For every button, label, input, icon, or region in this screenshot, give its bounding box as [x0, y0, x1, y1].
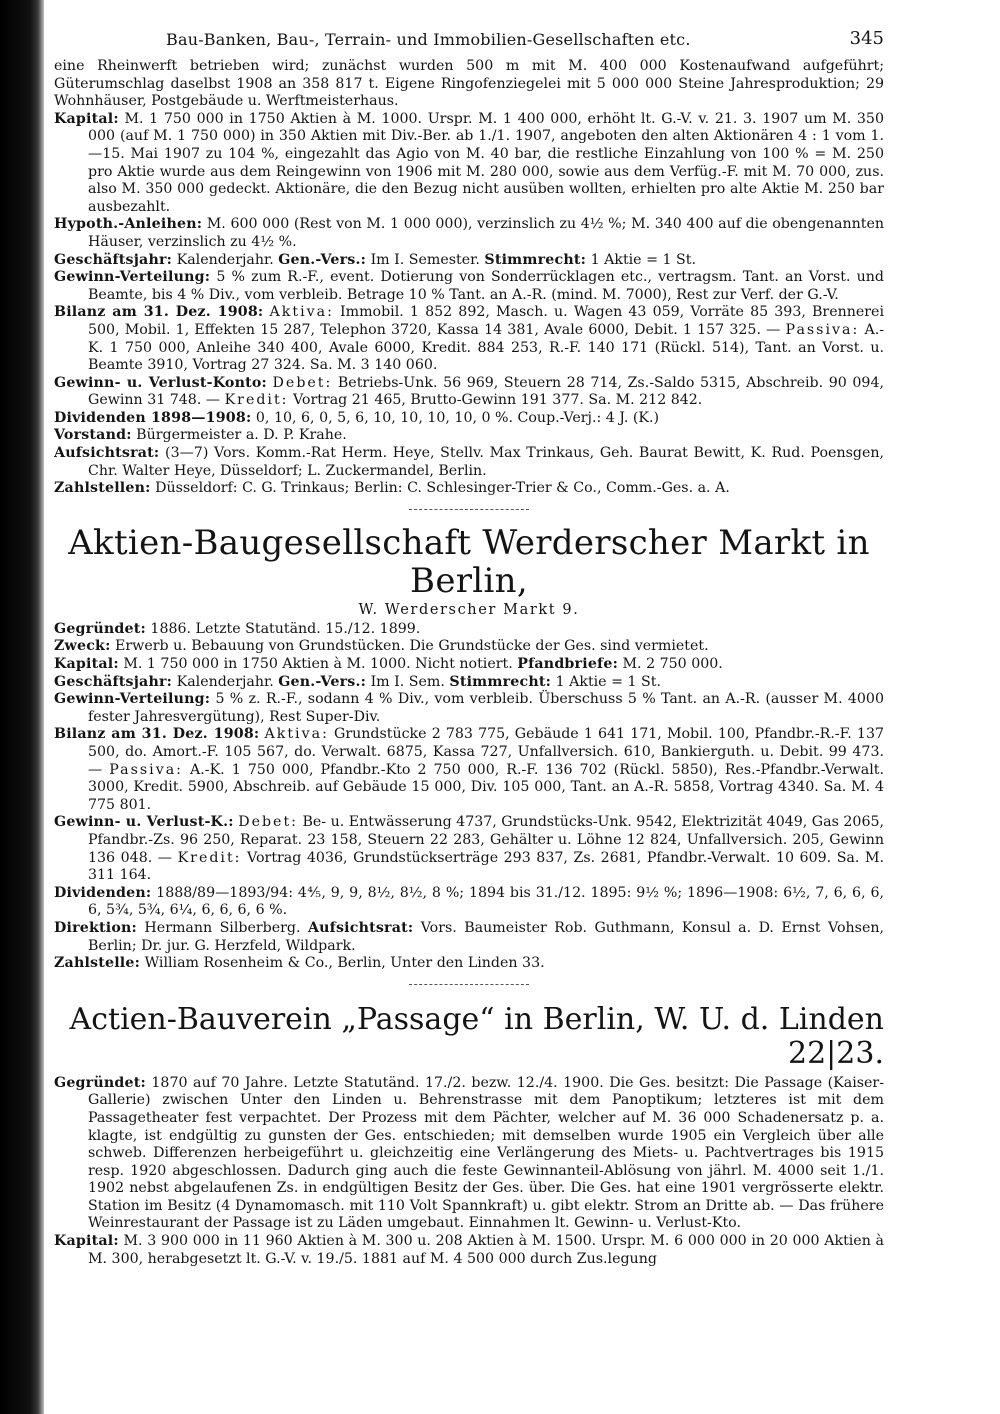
intro-paragraph: eine Rheinwerft betrieben wird; zunächst wurden 500 m mit M. 400 000 Kostenaufwand aufgeführt; Güterumschlag daselbst 1908 an 358 817 t. Eigene Ringofenziegelei mit 5 000 000 Steine Jahresproduktion; 29 Wohnhäuser, Postgebäude u. Werftmeisterhaus.: [54, 58, 884, 110]
running-title: Bau-Banken, Bau-, Terrain- und Immobilien-Gesellschaften etc.: [166, 30, 691, 49]
aufsichtsrat-entry: Aufsichtsrat: (3—7) Vors. Komm.-Rat Herm. Heye, Stellv. Max Trinkaus, Geh. Baurat Bewitt, K. Rud. Poensgen, Chr. Walter Heye, Düsseldorf; L. Zuckermandel, Berlin.: [54, 445, 884, 479]
company-title: Aktien-Baugesellschaft Werderscher Markt in Berlin,: [68, 522, 870, 601]
direktion-entry: Direktion: Hermann Silberberg. Aufsichtsrat: Vors. Baumeister Rob. Guthmann, Konsul a. D. Ernst Vohsen, Berlin; Dr. jur. G. Herzfeld, Wildpark.: [54, 919, 884, 954]
zahlstelle-entry: Zahlstelle: William Rosenheim & Co., Berlin, Unter den Linden 33.: [54, 955, 545, 972]
gewinn-verlust-entry: Gewinn- u. Verlust-K.: Debet: Be- u. Entwässerung 4737, Grundstücks-Unk. 9542, Elektrizität 4049, Gas 2065, Pfandbr.-Zs. 96 250, Reparat. 23 158, Steuern 22 283, Gehälter u. Löhne 12 824, Unfallversich. 205, Gewinn 136 048. — Kredit: Vortrag 4036, Grundstückserträge 293 837, Zs. 2681, Pfandbr.-Verwalt. 10 609. Sa. M. 311 164.: [54, 814, 884, 884]
kapital-entry: Kapital: M. 3 900 000 in 11 960 Aktien à M. 300 u. 208 Aktien à M. 1500. Urspr. M. 6 000 000 in 20 000 Aktien à M. 300, herabgesetzt lt. G.-V. v. 19./5. 1881 auf M. 4 500 000 durch Zus.legung: [54, 1233, 884, 1267]
bilanz-entry: Bilanz am 31. Dez. 1908: Aktiva: Grundstücke 2 783 775, Gebäude 1 641 171, Mobil. 100, Pfandbr.-R.-F. 137 500, do. Amort.-F. 105 567, do. Verwalt. 6875, Kassa 727, Unfallversich. 610, Bankierguth. u. Debit. 99 473. — Passiva: A.-K. 1 750 000, Pfandbr.-Kto 2 750 000, R.-F. 136 702 (Rückl. 5850), Res.-Pfandbr.-Verwalt. 3000, Kredit. 5900, Abschreib. auf Gebäude 15 000, Div. 105 000, Tant. an A.-R. 5858, Vortrag 4340. Sa. M. 4 775 801.: [54, 726, 884, 813]
gegruendet-entry: Gegründet: 1886. Letzte Statutänd. 15./12. 1899.: [54, 620, 421, 637]
section-werderscher-markt: [54, 524, 884, 973]
geschaeftsjahr-entry: Geschäftsjahr: Kalenderjahr. Gen.-Vers.: Im I. Sem. Stimmrecht: 1 Aktie = 1 St.: [54, 673, 661, 690]
company-title: Actien-Bauverein „Passage“ in Berlin, W. U. d. Linden 22|23.: [69, 1001, 884, 1071]
kapital-entry: Kapital: M. 1 750 000 in 1750 Aktien à M. 1000. Urspr. M. 1 400 000, erhöht lt. G.-V. v. 21. 3. 1907 um M. 350 000 (auf M. 1 750 000) in 350 Aktien mit Div.-Ber. ab 1./1. 1907, angeboten den alten Aktionären 4 : 1 vom 1.—15. Mai 1907 zu 104 %, eingezahlt das Agio von M. 40 bar, die restliche Einzahlung von 100 % = M. 250 pro Aktie wurde aus dem Reingewinn von 1906 mit M. 280 000, sowie aus dem Verfüg.-F. mit M. 70 000, zus. also M. 350 000 gedeckt. Aktionäre, die den Bezug nicht ausüben wollten, erhielten pro alte Aktie M. 250 bar ausbezahlt.: [54, 110, 884, 215]
zahlstellen-entry: Zahlstellen: Düsseldorf: C. G. Trinkaus; Berlin: C. Schlesinger-Trier & Co., Comm.-Ges. a. A.: [54, 480, 730, 497]
gewinn-verlust-entry: Gewinn- u. Verlust-Konto: Debet: Betriebs-Unk. 56 969, Steuern 28 714, Zs.-Saldo 5315, Abschreib. 90 094, Gewinn 31 748. — Kredit: Vortrag 21 465, Brutto-Gewinn 191 377. Sa. M. 212 842.: [54, 374, 884, 409]
section-divider: [409, 509, 529, 510]
kapital-entry: Kapital: M. 1 750 000 in 1750 Aktien à M. 1000. Nicht notiert. Pfandbriefe: M. 2 750 000.: [54, 656, 723, 673]
bilanz-entry: Bilanz am 31. Dez. 1908: Aktiva: Immobil. 1 852 892, Masch. u. Wagen 43 059, Vorräte 85 393, Brennerei 500, Mobil. 1, Effekten 15 287, Telephon 3720, Kassa 14 381, Avale 6000, Debit. 1 157 325. — Passiva: A.-K. 1 750 000, Anleihe 340 400, Avale 6000, Kredit. 884 253, R.-F. 140 171 (Rückl. 514), Tant. an Vorst. u. Beamte 3910, Vortrag 27 324. Sa. M. 3 140 060.: [54, 304, 884, 374]
hypothek-entry: Hypoth.-Anleihen: M. 600 000 (Rest von M. 1 000 000), verzinslich zu 4½ %; M. 340 400 auf die obengenannten Häuser, verzinslich zu 4½ %.: [54, 216, 884, 250]
section-divider: [409, 984, 529, 985]
company-address: W. Werderscher Markt 9.: [358, 601, 580, 618]
zweck-entry: Zweck: Erwerb u. Bebauung von Grundstücken. Die Grundstücke der Ges. sind vermietet.: [54, 638, 709, 655]
section-passage-bauverein: [54, 1003, 884, 1269]
section-continued-company: [54, 58, 884, 498]
page-number: 345: [849, 28, 884, 49]
gewinn-verteilung-entry: Gewinn-Verteilung: 5 % zum R.-F., event. Dotierung von Sonderrücklagen etc., vertragsm. Tant. an Vorst. und Beamte, bis 4 % Div., vom verbleib. Betrage 10 % Tant. an A.-R. (mind. M. 7000), Rest zur Verf. der G.-V.: [54, 269, 884, 303]
book-binding-shadow: [0, 0, 44, 1414]
page: [54, 28, 884, 1404]
dividenden-entry: Dividenden 1898—1908: 0, 10, 6, 0, 5, 6, 10, 10, 10, 10, 0 %. Coup.-Verj.: 4 J. (K.): [54, 409, 660, 426]
gewinn-verteilung-entry: Gewinn-Verteilung: 5 % z. R.-F., sodann 4 % Div., vom verbleib. Überschuss 5 % Tant. an A.-R. (ausser M. 4000 fester Jahresvergütung), Rest Super-Div.: [54, 691, 884, 725]
running-header: [54, 28, 884, 58]
geschaeftsjahr-entry: Geschäftsjahr: Kalenderjahr. Gen.-Vers.: Im I. Semester. Stimmrecht: 1 Aktie = 1 St.: [54, 251, 696, 268]
dividenden-entry: Dividenden: 1888/89—1893/94: 4⅘, 9, 9, 8½, 8½, 8 %; 1894 bis 31./12. 1895: 9½ %; 1896—1908: 6½, 7, 6, 6, 6, 6, 5¾, 5¾, 6¼, 6, 6, 6, 6 %.: [54, 884, 884, 919]
gegruendet-entry: Gegründet: 1870 auf 70 Jahre. Letzte Statutänd. 17./2. bezw. 12./4. 1900. Die Ges. besitzt: Die Passage (Kaiser-Gallerie) zwischen Unter den Linden u. Behrenstrasse mit dem Panoptikum; letzteres ist mit dem Passagetheater fest verpachtet. Der Prozess mit dem Pächter, welcher auf M. 36 000 Schadenersatz p. a. klagte, ist endgültig zu gunsten der Ges. entschieden; mit demselben wurde 1905 ein Vergleich über alle schweb. Differenzen herbeigeführt u. gleichzeitig eine Verlängerung des Miets- u. Pachtvertrages bis 1915 resp. 1920 abgeschlossen. Dadurch ging auch die feste Gewinnanteil-Ablösung von jährl. M. 4000 seit 1./1. 1902 nebst abgelaufenen Zs. in endgültigen Besitz der Ges. über. Die Ges. hat eine 1901 vergrösserte elektr. Station im Besitz (4 Dynamomasch. mit 110 Volt Spannkraft) u. gibt elektr. Strom an Dritte ab. — Das frühere Weinrestaurant der Passage ist zu Läden umgebaut. Einnahmen lt. Gewinn- u. Verlust-Kto.: [54, 1074, 884, 1232]
vorstand-entry: Vorstand: Bürgermeister a. D. P. Krahe.: [54, 427, 347, 444]
